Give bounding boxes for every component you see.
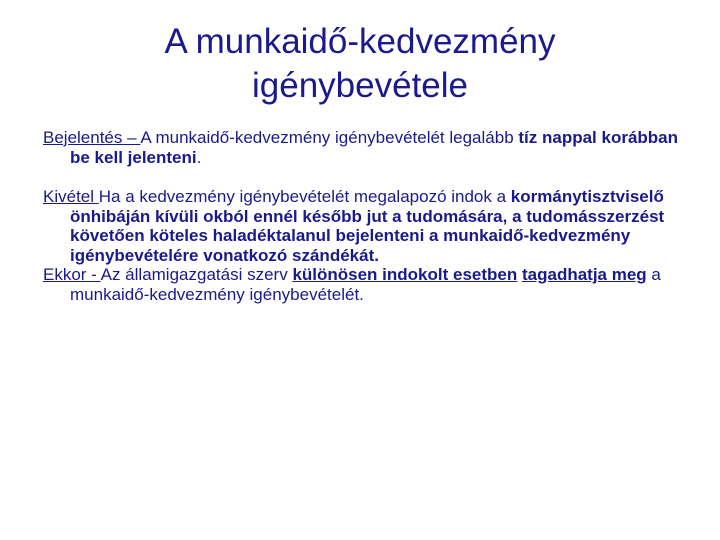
title-line-2: igénybevétele	[252, 66, 468, 105]
paragraph-text: Ha a kedvezmény igénybevételét megalapozó indok a	[98, 187, 511, 206]
slide-title	[0, 20, 720, 108]
paragraph-lead: Ekkor -	[43, 265, 101, 284]
title-line-1: A munkaidő-kedvezmény	[164, 22, 556, 61]
paragraph-lead: Kivétel	[43, 187, 99, 206]
paragraph-bold-text: kormánytisztviselő önhibáján kívüli okból ennél később jut a tudomására, a tudomásszerzést követően köteles haladéktalanul bejelenteni a munkaidő-kedvezmény igénybevételére vonatkozó szándékát.	[70, 187, 665, 265]
paragraph-kivetel	[43, 187, 683, 265]
paragraph-text-end: .	[196, 147, 202, 167]
paragraph-bold-text: tíz nappal korábban be kell jelenteni	[70, 128, 679, 167]
paragraph-ekkor	[43, 265, 683, 304]
paragraph-lead: Bejelentés –	[43, 128, 141, 147]
paragraph-text: Az államigazgatási szerv	[100, 265, 293, 284]
paragraph-bold-underlined-text: különösen indokolt esetben	[292, 265, 518, 284]
paragraph-text-end: a munkaidő-kedvezmény igénybevételét.	[70, 265, 661, 304]
paragraph-text: A munkaidő-kedvezmény igénybevételét legalább	[140, 128, 519, 147]
paragraph-spacer	[43, 167, 683, 187]
paragraph-bold-underlined-text-2: tagadhatja meg	[521, 265, 647, 284]
paragraph-bejelentes	[43, 128, 683, 167]
slide-body	[43, 128, 683, 304]
